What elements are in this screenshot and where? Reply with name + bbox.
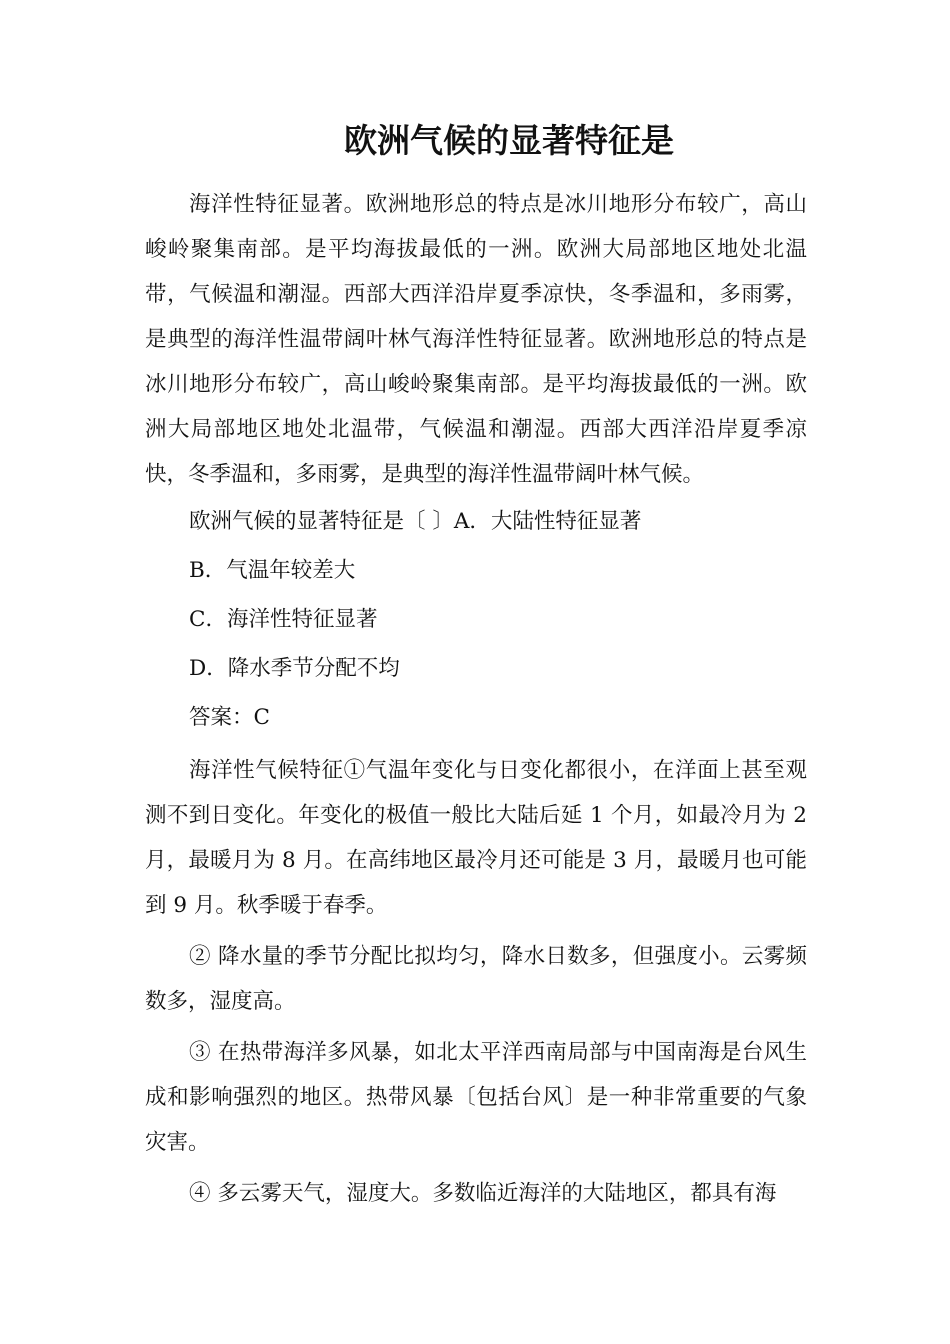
intro-paragraph: 海洋性特征显著。欧洲地形总的特点是冰川地形分布较广，高山峻岭聚集南部。是平均海拔最低的一洲。欧洲大局部地区地处北温带，气候温和潮湿。西部大西洋沿岸夏季凉快，冬季温和，多雨雾，是典型的海洋性温带阔叶林气海洋性特征显著。欧洲地形总的特点是冰川地形分布较广，高山峻岭聚集南部。是平均海拔最低的一洲。欧洲大局部地区地处北温带，气候温和潮湿。西部大西洋沿岸夏季凉快，冬季温和，多雨雾，是典型的海洋性温带阔叶林气候。 [145,192,807,487]
option-d: D．降水季节分配不均 [189,656,400,681]
document-body [145,182,807,1216]
option-b: B．气温年较差大 [189,558,356,583]
document-title: 欧洲气候的显著特征是 [344,121,674,160]
feature-paragraph-4: ④ 多云雾天气，湿度大。多数临近海洋的大陆地区，都具有海 [189,1181,777,1206]
feature-paragraph-2: ② 降水量的季节分配比拟均匀，降水日数多，但强度小。云雾频数多，湿度高。 [145,944,807,1014]
option-c: C．海洋性特征显著 [189,607,378,632]
feature-paragraph-3: ③ 在热带海洋多风暴，如北太平洋西南局部与中国南海是台风生成和影响强烈的地区。热带风暴〔包括台风〕是一种非常重要的气象灾害。 [145,1040,807,1155]
feature-paragraph-1: 海洋性气候特征①气温年变化与日变化都很小，在洋面上甚至观测不到日变化。年变化的极值一般比大陆后延 1 个月，如最冷月为 2 月，最暖月为 8 月。在高纬地区最冷月还可能是 3 月，最暖月也可能到 9 月。秋季暖于春季。 [145,758,807,918]
question-text: 欧洲气候的显著特征是〔 〕A．大陆性特征显著 [189,509,642,534]
answer-text: 答案：C [189,705,270,730]
